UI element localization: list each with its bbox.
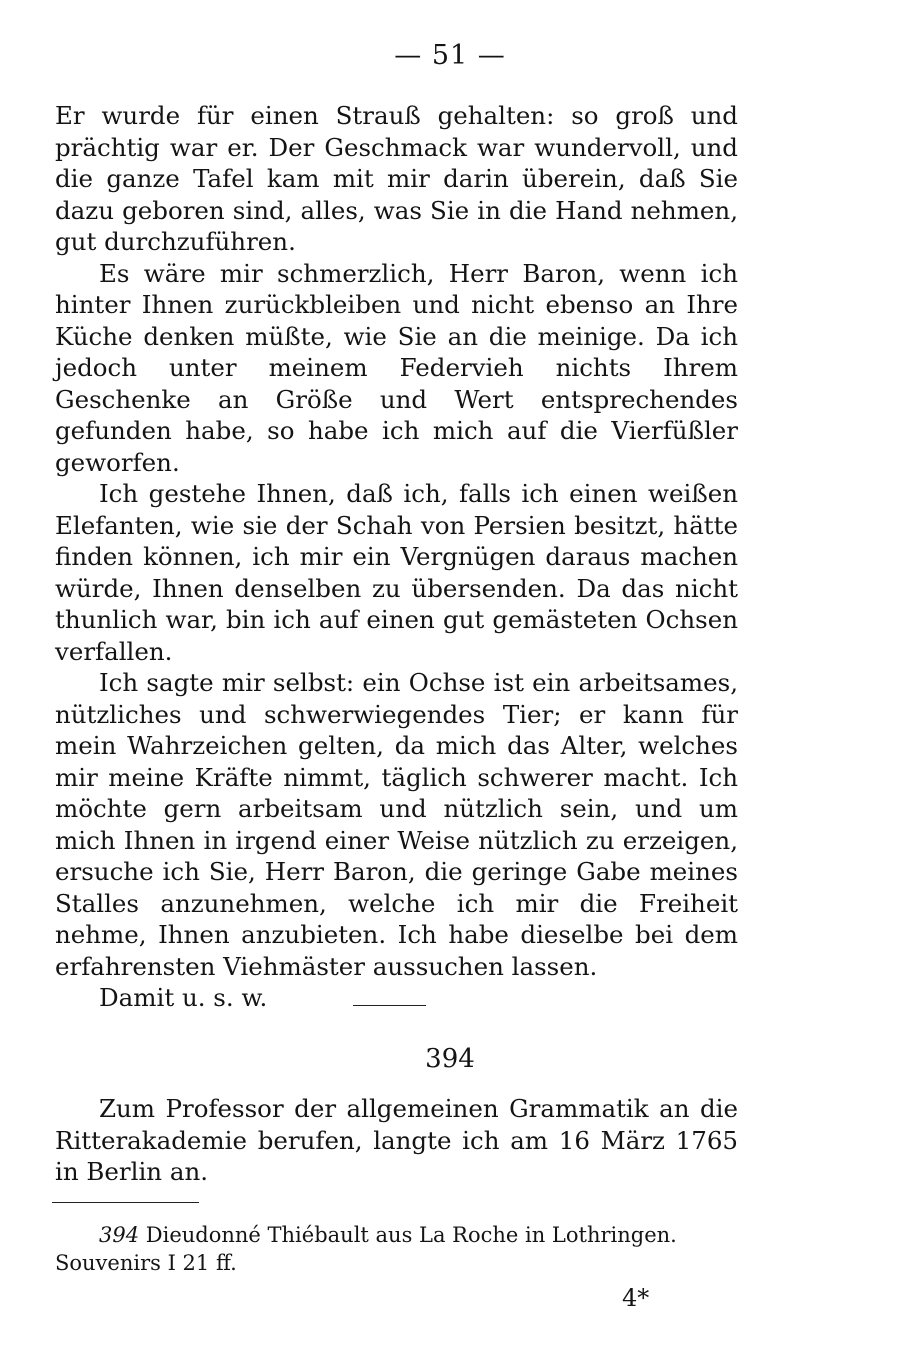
page-number: — 51 — [394,40,506,71]
section-divider [353,1005,426,1006]
footnote-divider [52,1202,199,1203]
paragraph-4: Ich sagte mir selbst: ein Ochse ist ein arbeitsames, nützliches und schwerwiegendes Tier; er kann für mein Wahrzeichen gelten, da mich das Alter, welches mir meine Kräfte nimmt, täglich schwerer macht. Ich möchte gern arbeitsam und nützlich sein, und um mich Ihnen in irgend einer Weise nützlich zu erzeigen, ersuche ich Sie, Herr Baron, die geringe Gabe meines Stalles anzunehmen, welche ich mir die Freiheit nehme, Ihnen anzubieten. Ich habe dieselbe bei dem erfahrensten Viehmäster aussuchen lassen. [55,668,738,981]
paragraph-1: Er wurde für einen Strauß gehalten: so groß und prächtig war er. Der Geschmack war wundervoll, und die ganze Tafel kam mit mir darin überein, daß Sie dazu geboren sind, alles, was Sie in die Hand nehmen, gut durchzuführen. [55,101,738,256]
paragraph-3: Ich gestehe Ihnen, daß ich, falls ich einen weißen Elefanten, wie sie der Schah von Persien besitzt, hätte finden können, ich mir ein Vergnügen daraus machen würde, Ihnen denselben zu übersenden. Da das nicht thunlich war, bin ich auf einen gut gemästeten Ochsen verfallen. [55,479,738,666]
section-body [55,1093,738,1188]
body-text [55,100,738,1014]
footnote-paragraph [55,1221,738,1277]
paragraph-2: Es wäre mir schmerzlich, Herr Baron, wenn ich hinter Ihnen zurückbleiben und nicht ebenso an Ihre Küche denken müßte, wie Sie an die meinige. Da ich jedoch unter meinem Federvieh nichts Ihrem Geschenke an Größe und Wert entsprechendes gefunden habe, so habe ich mich auf die Vierfüßler geworfen. [55,258,738,477]
footnote [55,1221,738,1277]
footnote-number: 394 [99,1223,140,1247]
footnote-text: Dieudonné Thiébault aus La Roche in Lothringen. Souvenirs I 21 ff. [55,1223,677,1275]
section-number: 394 [425,1044,475,1074]
section-paragraph: Zum Professor der allgemeinen Grammatik an die Ritterakademie berufen, langte ich am 16 März 1765 in Berlin an. [55,1094,738,1186]
signature-mark: 4* [622,1284,650,1312]
paragraph-5: Damit u. s. w. [99,983,268,1012]
